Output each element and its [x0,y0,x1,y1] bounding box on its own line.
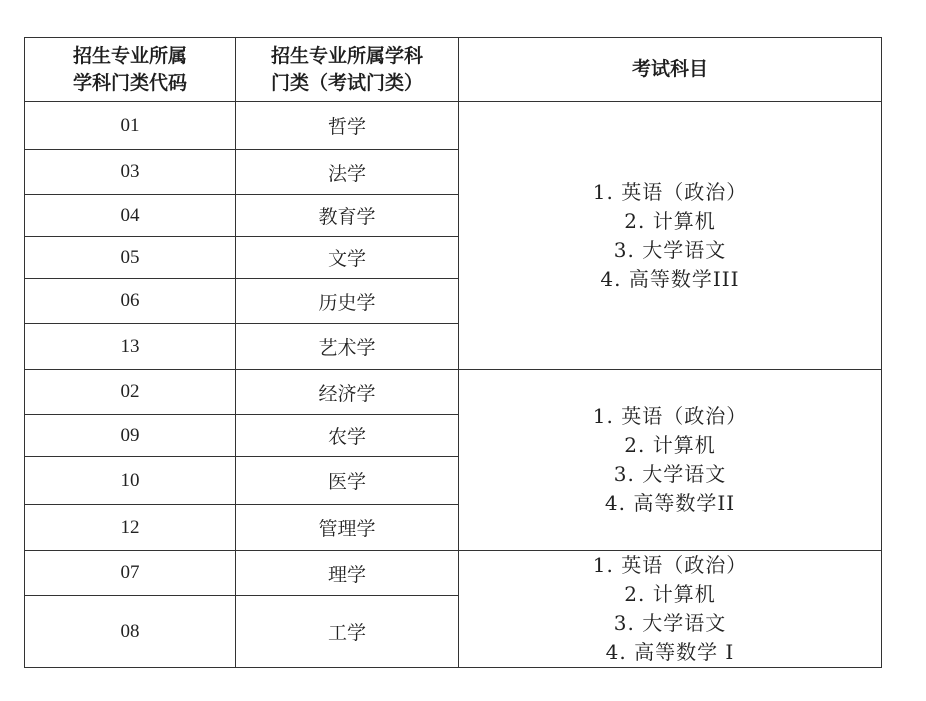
discipline-code: 13 [25,324,236,370]
subject-item: 2. 计算机 [624,582,716,606]
subject-item: 3. 大学语文 [613,237,727,262]
subject-item: 3. 大学语文 [613,611,727,635]
subject-item: 4. 高等数学III [600,266,740,291]
discipline-category: 医学 [236,457,459,505]
discipline-code: 04 [25,195,236,237]
discipline-code: 07 [25,551,236,596]
header-category-line-2: 门类（考试门类） [270,71,423,94]
subject-list [459,178,881,294]
subject-item: 1. 英语（政治） [592,179,748,204]
subject-list [459,402,881,518]
subject-item: 4. 高等数学II [604,491,736,515]
table-row [25,102,882,150]
exam-subjects-group-3 [459,551,882,668]
discipline-category: 艺术学 [236,324,459,370]
header-subjects: 考试科目 [459,38,882,102]
discipline-category: 工学 [236,596,459,668]
discipline-code: 05 [25,237,236,279]
subject-list [459,551,881,667]
discipline-code: 03 [25,150,236,195]
discipline-category: 历史学 [236,279,459,324]
discipline-code: 02 [25,370,236,415]
discipline-code: 08 [25,596,236,668]
subject-item: 2. 计算机 [624,208,716,233]
subject-item: 1. 英语（政治） [592,553,748,577]
exam-subjects-table [24,37,882,668]
subject-item: 2. 计算机 [624,433,716,457]
header-code-line-2: 学科门类代码 [72,71,187,94]
discipline-category: 经济学 [236,370,459,415]
table-row [25,551,882,596]
discipline-category: 管理学 [236,505,459,551]
header-code-line-1: 招生专业所属 [72,44,187,67]
discipline-category: 教育学 [236,195,459,237]
discipline-code: 10 [25,457,236,505]
exam-subjects-group-1 [459,102,882,370]
exam-subjects-group-2 [459,370,882,551]
discipline-code: 06 [25,279,236,324]
header-row [25,38,882,102]
subject-item: 1. 英语（政治） [592,404,748,428]
subject-item: 4. 高等数学 I [605,640,735,664]
discipline-category: 文学 [236,237,459,279]
header-category [236,38,459,102]
discipline-code: 09 [25,415,236,457]
discipline-code: 01 [25,102,236,150]
discipline-category: 理学 [236,551,459,596]
subject-item: 3. 大学语文 [613,462,727,486]
discipline-code: 12 [25,505,236,551]
discipline-category: 法学 [236,150,459,195]
header-category-line-1: 招生专业所属学科 [270,44,423,67]
discipline-category: 农学 [236,415,459,457]
table-row [25,370,882,415]
discipline-category: 哲学 [236,102,459,150]
header-code [25,38,236,102]
